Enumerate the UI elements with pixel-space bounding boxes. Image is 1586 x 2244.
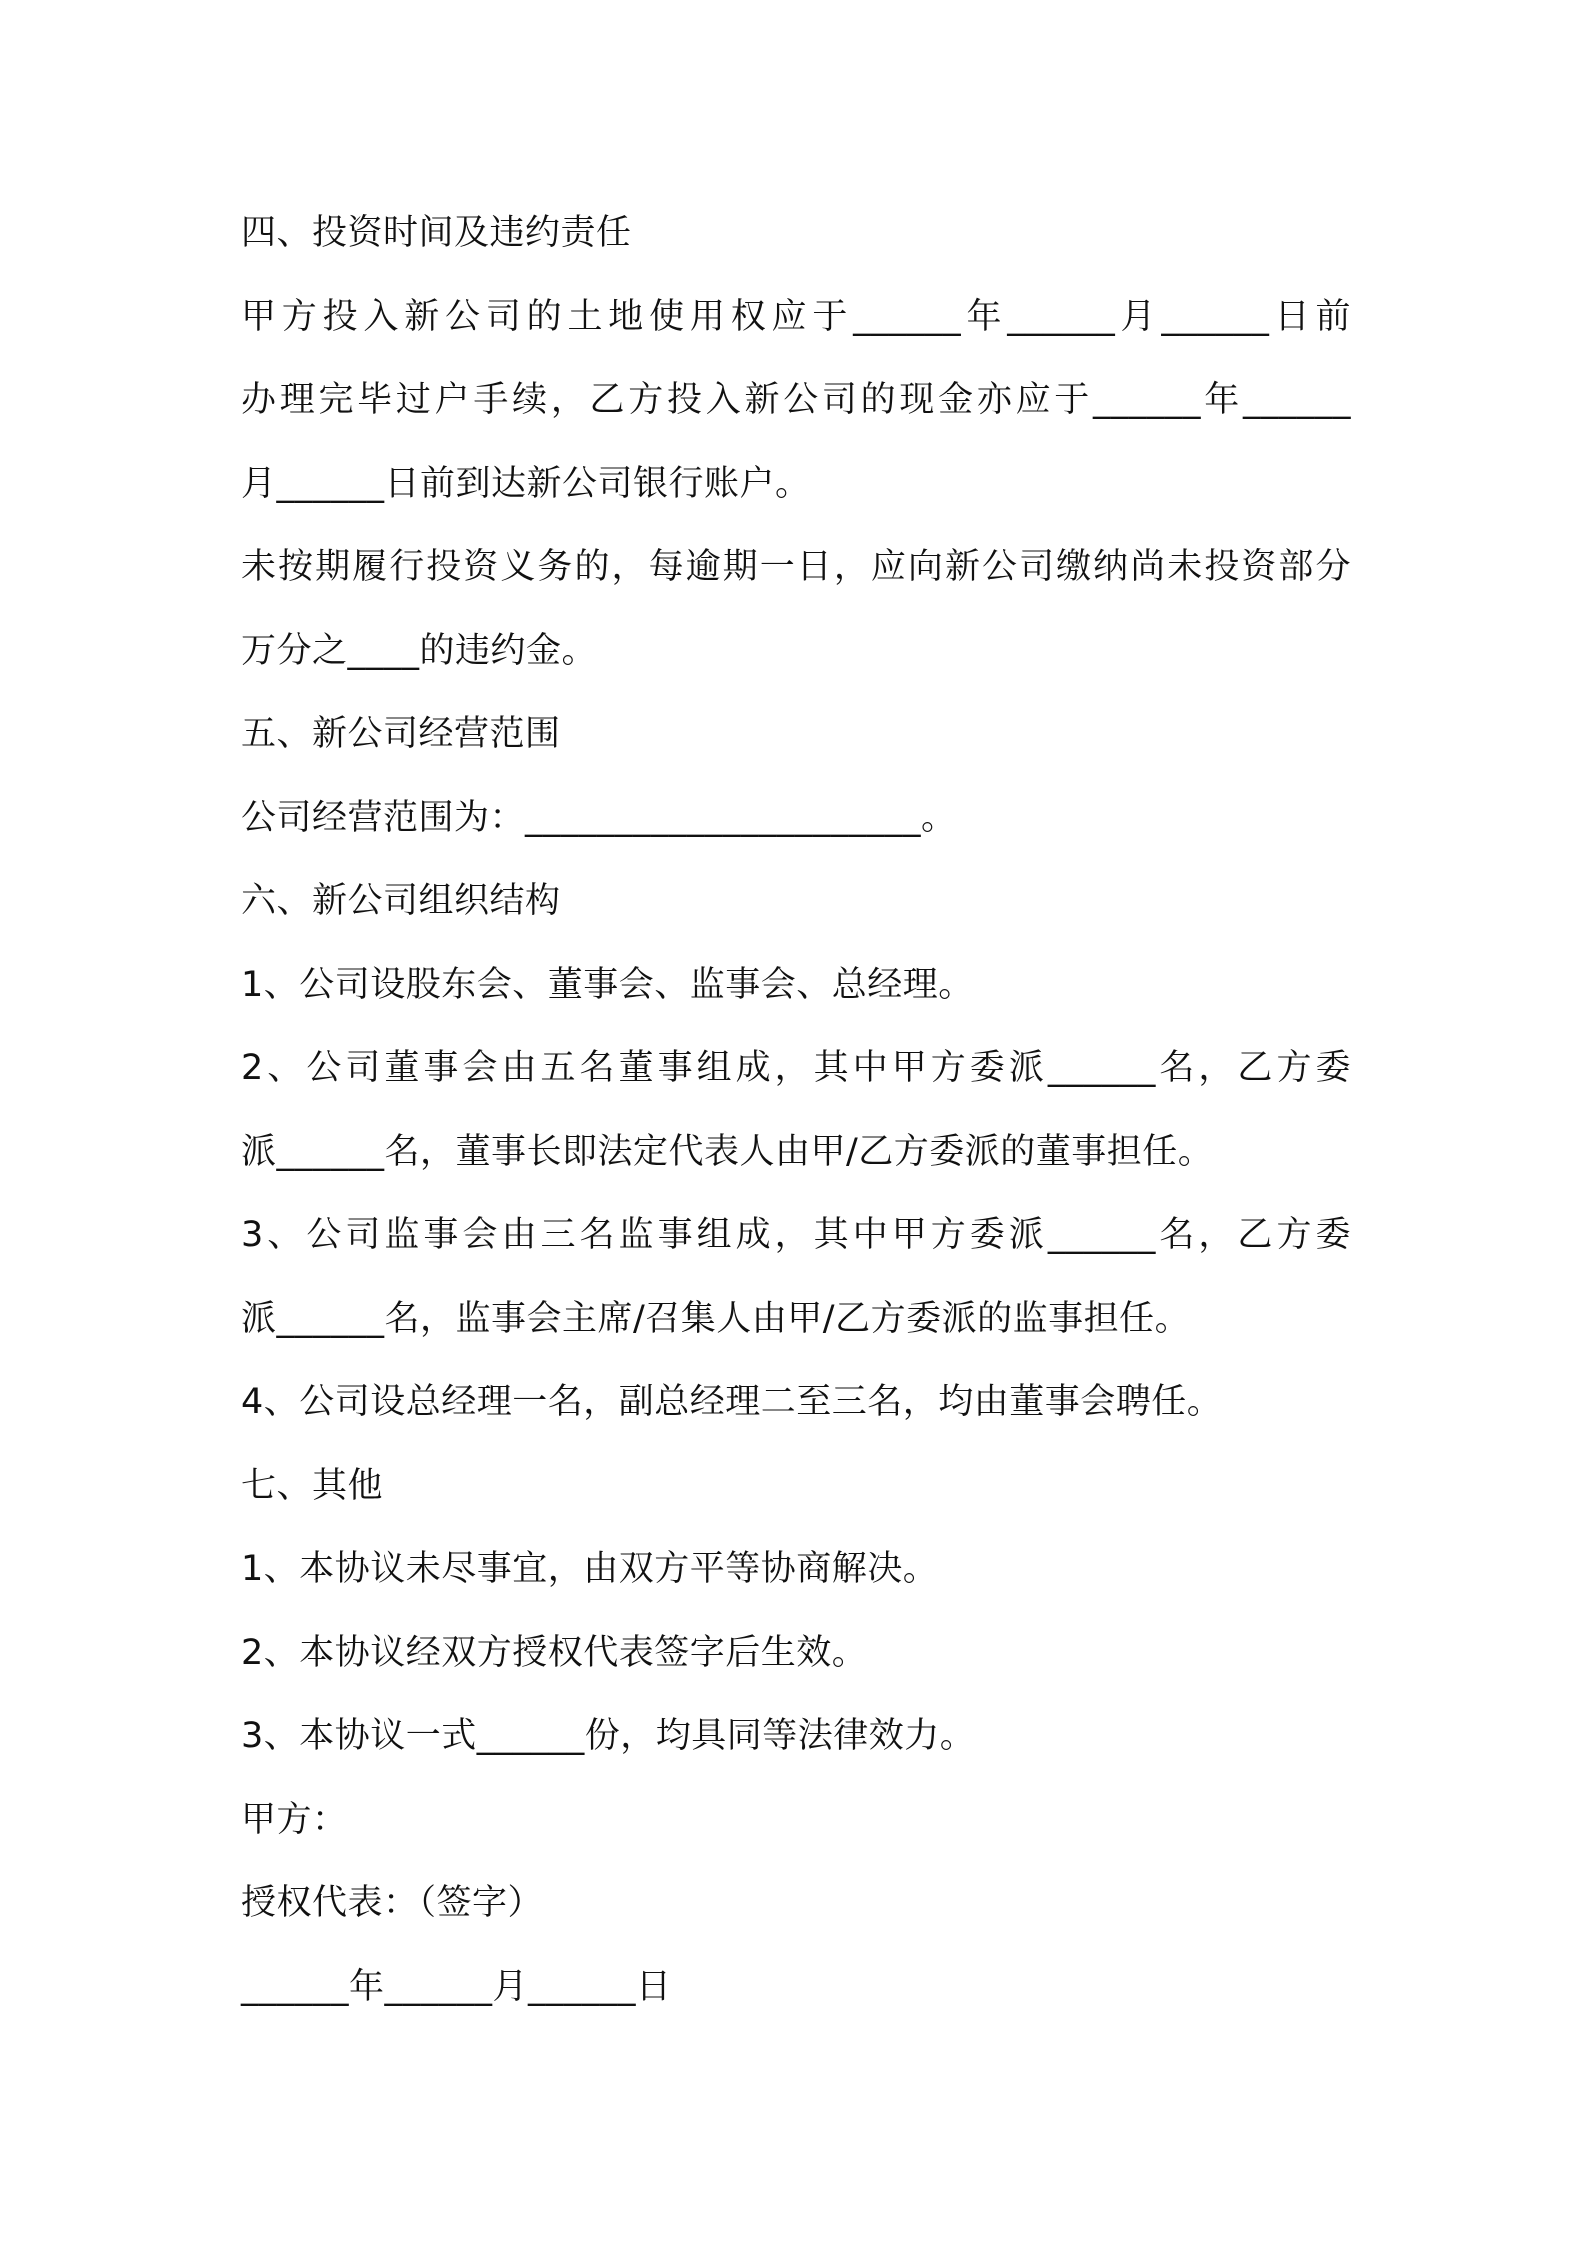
list-item: 3、公司监事会由三名监事组成，其中甲方委派______名，乙方委 bbox=[241, 1215, 1351, 1255]
section-heading-6: 六、新公司组织结构 bbox=[241, 881, 561, 921]
section-heading-5: 五、新公司经营范围 bbox=[241, 714, 561, 754]
document-body bbox=[241, 192, 1351, 2029]
list-item: 4、公司设总经理一名，副总经理二至三名，均由董事会聘任。 bbox=[241, 1382, 1223, 1422]
list-item: 2、本协议经双方授权代表签字后生效。 bbox=[241, 1632, 868, 1673]
party-a-label: 甲方： bbox=[241, 1799, 348, 1840]
paragraph-line: 未按期履行投资义务的，每逾期一日，应向新公司缴纳尚未投资部分 bbox=[241, 547, 1351, 587]
paragraph-line: 甲方投入新公司的土地使用权应于______年______月______日前 bbox=[241, 296, 1351, 337]
list-item: 2、公司董事会由五名董事组成，其中甲方委派______名，乙方委 bbox=[241, 1048, 1351, 1088]
list-item: 1、本协议未尽事宜，由双方平等协商解决。 bbox=[241, 1549, 939, 1589]
section-heading-4: 四、投资时间及违约责任 bbox=[241, 213, 632, 253]
list-item-continuation: 派______名，监事会主席/召集人由甲/乙方委派的监事担任。 bbox=[241, 1298, 1191, 1339]
paragraph-line: 办理完毕过户手续，乙方投入新公司的现金亦应于______年______ bbox=[241, 380, 1351, 420]
list-item: 1、公司设股东会、董事会、监事会、总经理。 bbox=[241, 964, 974, 1005]
list-item: 3、本协议一式______份，均具同等法律效力。 bbox=[241, 1716, 976, 1756]
date-line: ______年______月______日 bbox=[241, 1966, 672, 2007]
paragraph-line: 万分之____的违约金。 bbox=[241, 630, 598, 671]
section-heading-7: 七、其他 bbox=[241, 1465, 384, 1506]
paragraph-line: 公司经营范围为：______________________。 bbox=[241, 797, 957, 838]
list-item-continuation: 派______名，董事长即法定代表人由甲/乙方委派的董事担任。 bbox=[241, 1131, 1214, 1172]
paragraph-line: 月______日前到达新公司银行账户。 bbox=[241, 463, 811, 504]
signature-label: 授权代表：（签字） bbox=[241, 1883, 544, 1923]
